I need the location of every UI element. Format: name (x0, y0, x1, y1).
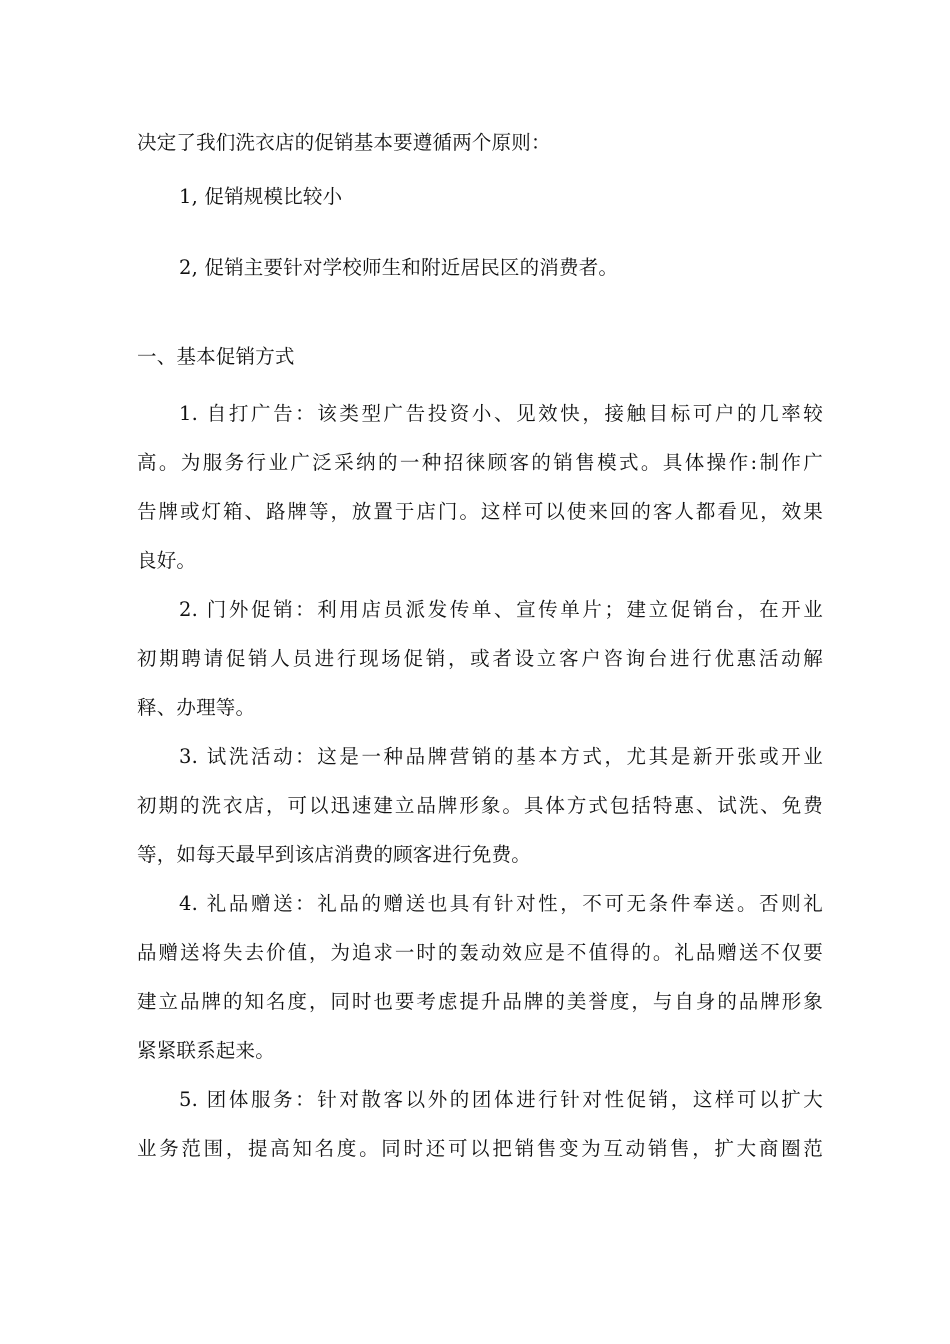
paragraph-2 (137, 585, 823, 732)
paragraph-5 (137, 1075, 823, 1173)
paragraph-line: 5. 团体服务：针对散客以外的团体进行针对性促销，这样可以扩大 (179, 1088, 823, 1111)
principle-2: 2, 促销主要针对学校师生和附近居民区的消费者。 (179, 256, 619, 279)
paragraph-line: 释、办理等。 (137, 696, 256, 719)
paragraph-line: 1. 自打广告：该类型广告投资小、见效快，接触目标可户的几率较 (179, 402, 823, 425)
paragraph-1 (137, 389, 823, 585)
paragraph-line: 高。为服务行业广泛采纳的一种招徕顾客的销售模式。具体操作:制作广 (137, 451, 823, 474)
paragraph-line: 4. 礼品赠送：礼品的赠送也具有针对性，不可无条件奉送。否则礼 (179, 892, 823, 915)
paragraph-line: 初期聘请促销人员进行现场促销，或者设立客户咨询台进行优惠活动解 (137, 647, 823, 670)
principle-1: 1, 促销规模比较小 (179, 185, 343, 208)
paragraph-line: 2. 门外促销：利用店员派发传单、宣传单片；建立促销台，在开业 (179, 598, 823, 621)
paragraph-line: 告牌或灯箱、路牌等，放置于店门。这样可以使来回的客人都看见，效果 (137, 500, 823, 523)
paragraph-line: 业务范围，提高知名度。同时还可以把销售变为互动销售，扩大商圈范 (137, 1137, 823, 1160)
paragraph-line: 建立品牌的知名度，同时也要考虑提升品牌的美誉度，与自身的品牌形象 (137, 990, 823, 1013)
paragraph-line: 初期的洗衣店，可以迅速建立品牌形象。具体方式包括特惠、试洗、免费 (137, 794, 823, 817)
paragraph-4 (137, 879, 823, 1075)
paragraph-line: 等，如每天最早到该店消费的顾客进行免费。 (137, 843, 532, 866)
paragraph-3 (137, 732, 823, 879)
paragraph-line: 紧紧联系起来。 (137, 1039, 275, 1062)
paragraph-line: 品赠送将失去价值，为追求一时的轰动效应是不值得的。礼品赠送不仅要 (137, 941, 823, 964)
section-heading: 一、基本促销方式 (137, 345, 295, 368)
document-body (137, 118, 823, 1173)
intro-text: 决定了我们洗衣店的促销基本要遵循两个原则： (137, 131, 551, 154)
paragraph-line: 良好。 (137, 549, 197, 572)
paragraph-line: 3. 试洗活动：这是一种品牌营销的基本方式，尤其是新开张或开业 (179, 745, 823, 768)
